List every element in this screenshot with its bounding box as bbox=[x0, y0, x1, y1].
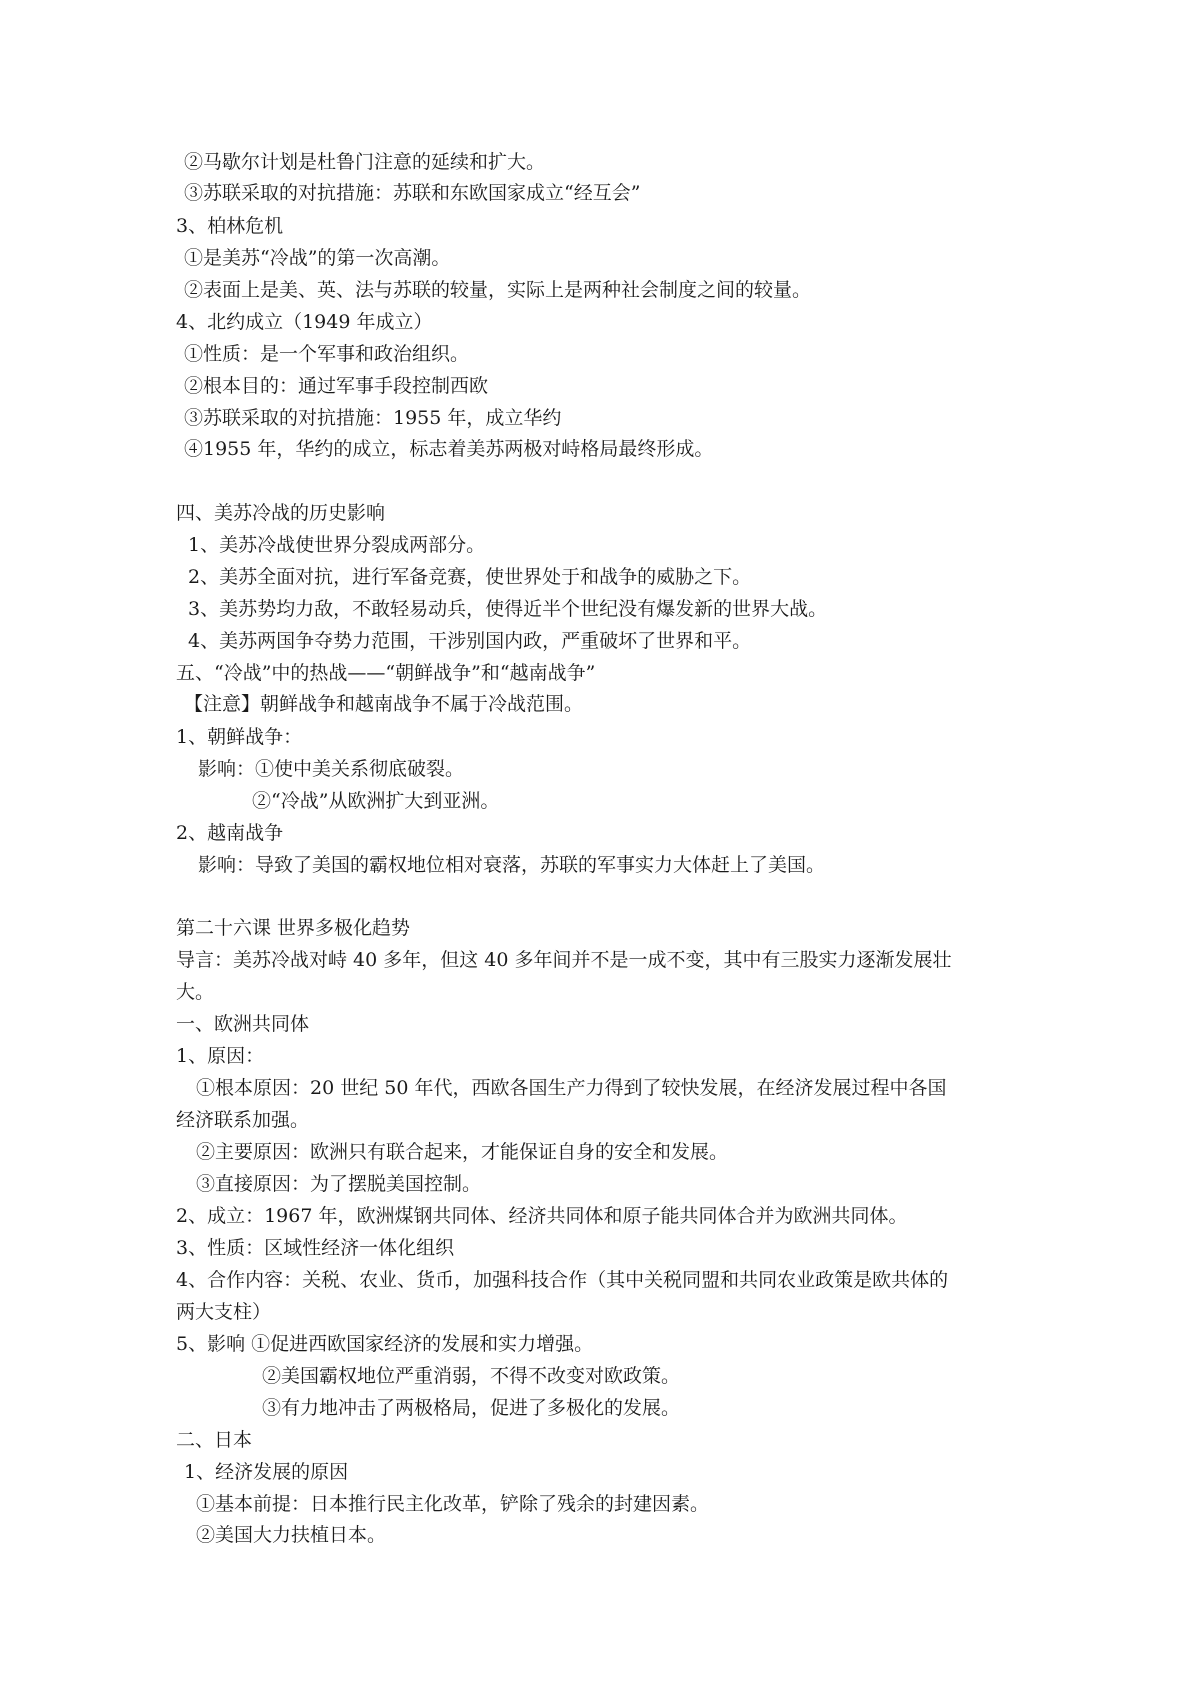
text-line: 2、美苏全面对抗，进行军备竞赛，使世界处于和战争的威胁之下。 bbox=[188, 566, 752, 588]
text-line: ①根本原因：20 世纪 50 年代，西欧各国生产力得到了较快发展，在经济发展过程中各国 bbox=[196, 1077, 947, 1099]
text-line: ②表面上是美、英、法与苏联的较量，实际上是两种社会制度之间的较量。 bbox=[184, 279, 812, 301]
text-line: ②美国霸权地位严重消弱，不得不改变对欧政策。 bbox=[262, 1365, 681, 1387]
text-line: ①是美苏“冷战”的第一次高潮。 bbox=[184, 247, 451, 269]
text-line: ②根本目的：通过军事手段控制西欧 bbox=[184, 375, 489, 397]
section-heading: 2、越南战争 bbox=[176, 822, 284, 844]
text-line: 影响：导致了美国的霸权地位相对衰落，苏联的军事实力大体赶上了美国。 bbox=[198, 854, 826, 876]
text-line: 大。 bbox=[176, 981, 215, 1003]
text-line: 3、美苏势均力敌，不敢轻易动兵，使得近半个世纪没有爆发新的世界大战。 bbox=[188, 598, 828, 620]
lesson-title: 第二十六课 世界多极化趋势 bbox=[176, 917, 411, 939]
text-line: ①性质：是一个军事和政治组织。 bbox=[184, 343, 470, 365]
text-line: ③苏联采取的对抗措施：苏联和东欧国家成立“经互会” bbox=[184, 182, 641, 204]
section-heading: 一、欧洲共同体 bbox=[176, 1013, 310, 1035]
text-line: ②“冷战”从欧洲扩大到亚洲。 bbox=[252, 790, 500, 812]
text-line: 导言：美苏冷战对峙 40 多年，但这 40 多年间并不是一成不变，其中有三股实力逐渐发展壮 bbox=[176, 949, 952, 971]
text-line: 经济联系加强。 bbox=[176, 1109, 310, 1131]
section-heading: 4、合作内容：关税、农业、货币，加强科技合作（其中关税同盟和共同农业政策是欧共体的 bbox=[176, 1269, 949, 1291]
text-line: 4、美苏两国争夺势力范围，干涉别国内政，严重破坏了世界和平。 bbox=[188, 630, 752, 652]
text-line: ④1955 年，华约的成立，标志着美苏两极对峙格局最终形成。 bbox=[184, 438, 714, 460]
text-line: ③直接原因：为了摆脱美国控制。 bbox=[196, 1173, 482, 1195]
section-heading: 4、北约成立（1949 年成立） bbox=[176, 311, 433, 333]
section-heading: 四、美苏冷战的历史影响 bbox=[176, 502, 386, 524]
text-line: 影响：①使中美关系彻底破裂。 bbox=[198, 758, 465, 780]
section-heading: 1、原因： bbox=[176, 1045, 265, 1067]
text-line: 两大支柱） bbox=[176, 1301, 272, 1323]
note-line: 【注意】朝鲜战争和越南战争不属于冷战范围。 bbox=[184, 693, 584, 715]
text-line: ③有力地冲击了两极格局，促进了多极化的发展。 bbox=[262, 1397, 681, 1419]
text-line: ②主要原因：欧洲只有联合起来，才能保证自身的安全和发展。 bbox=[196, 1141, 729, 1163]
section-heading: 5、影响 ①促进西欧国家经济的发展和实力增强。 bbox=[176, 1333, 594, 1355]
section-heading: 3、柏林危机 bbox=[176, 215, 284, 237]
text-line: ③苏联采取的对抗措施：1955 年，成立华约 bbox=[184, 407, 562, 429]
section-heading: 3、性质：区域性经济一体化组织 bbox=[176, 1237, 455, 1259]
text-line: ②美国大力扶植日本。 bbox=[196, 1524, 387, 1546]
section-heading: 二、日本 bbox=[176, 1429, 253, 1451]
text-line: ①基本前提：日本推行民主化改革，铲除了残余的封建因素。 bbox=[196, 1493, 710, 1515]
text-line: ②马歇尔计划是杜鲁门注意的延续和扩大。 bbox=[184, 151, 546, 173]
section-heading: 2、成立：1967 年，欧洲煤钢共同体、经济共同体和原子能共同体合并为欧洲共同体。 bbox=[176, 1205, 908, 1227]
section-heading: 1、经济发展的原因 bbox=[184, 1461, 349, 1483]
text-line: 1、美苏冷战使世界分裂成两部分。 bbox=[188, 534, 486, 556]
section-heading: 五、“冷战”中的热战——“朝鲜战争”和“越南战争” bbox=[176, 662, 596, 684]
section-heading: 1、朝鲜战争： bbox=[176, 726, 303, 748]
